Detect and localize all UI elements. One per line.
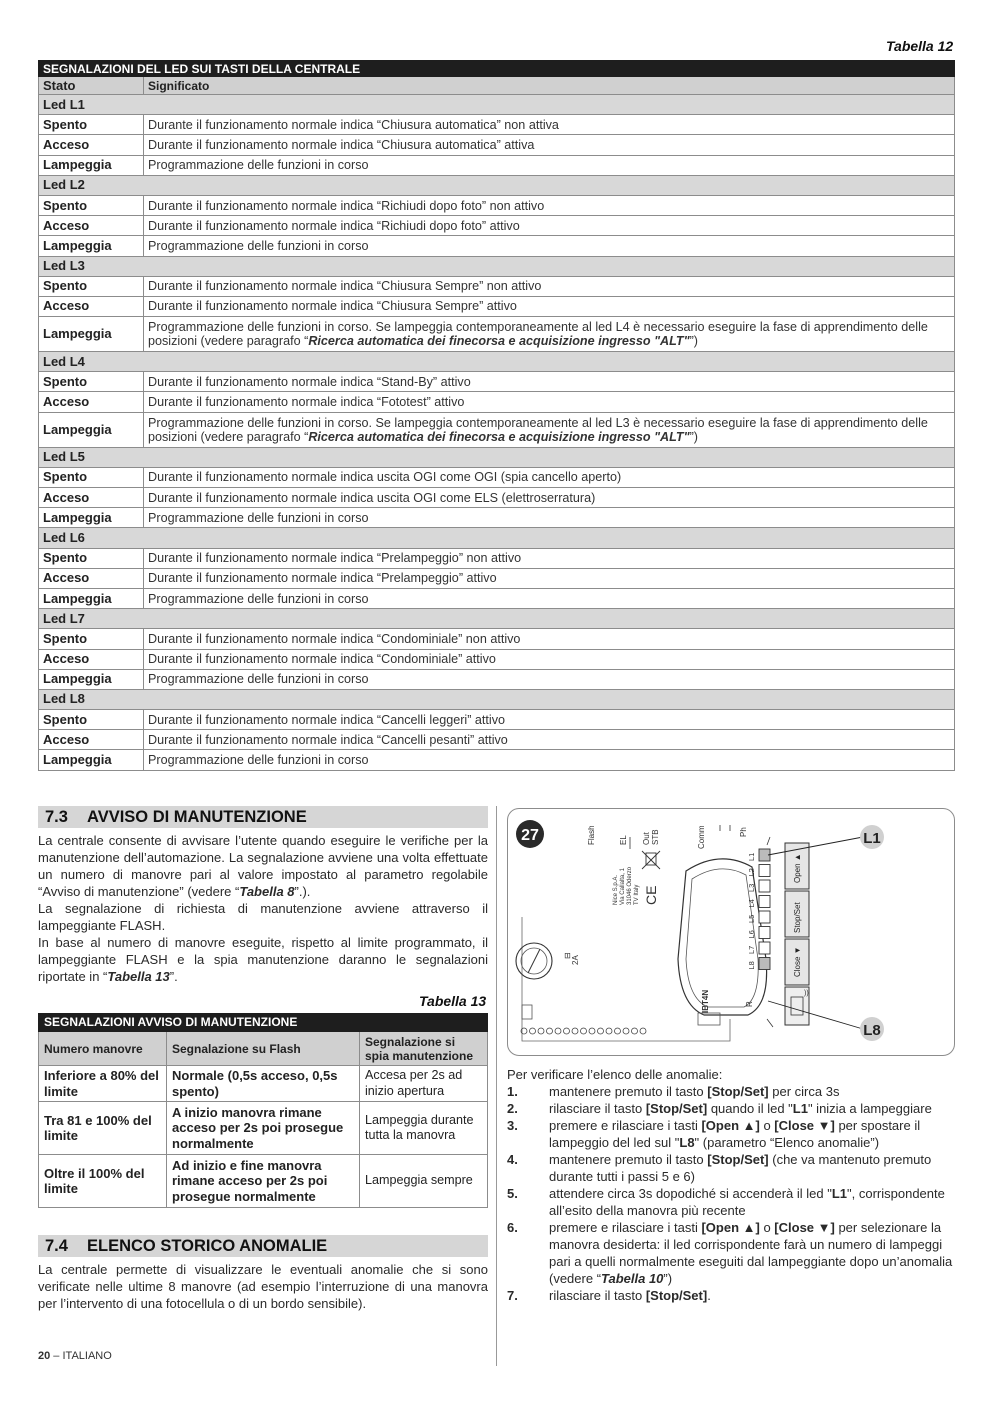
control-board-drawing xyxy=(508,809,955,1056)
meaning-cell: Durante il funzionamento normale indica uscita OGI come ELS (elettroserratura) xyxy=(144,488,955,508)
terminal-label-r: R xyxy=(745,1001,754,1007)
table-row xyxy=(39,750,955,770)
state-cell: Spento xyxy=(39,115,144,135)
step-item xyxy=(507,1117,955,1151)
stop-set-button-label: Stop/Set xyxy=(793,902,802,933)
step-number: 5. xyxy=(507,1186,518,1201)
pin xyxy=(547,1028,553,1034)
pin xyxy=(615,1028,621,1034)
state-cell: Lampeggia xyxy=(39,155,144,175)
table-row xyxy=(39,155,955,175)
led-signals-table xyxy=(38,60,955,771)
meaning-cell: Durante il funzionamento normale indica “Stand-By” attivo xyxy=(144,372,955,392)
led-group-header: Led L7 xyxy=(39,609,955,629)
state-cell: Acceso xyxy=(39,649,144,669)
led-indicator xyxy=(759,958,770,970)
table-row xyxy=(39,317,955,352)
state-cell: Lampeggia xyxy=(39,588,144,608)
state-cell: Acceso xyxy=(39,216,144,236)
led-group-header: Led L8 xyxy=(39,689,955,709)
meaning-cell: Programmazione delle funzioni in corso xyxy=(144,508,955,528)
pin xyxy=(598,1028,604,1034)
pin xyxy=(581,1028,587,1034)
step-item xyxy=(507,1151,955,1185)
step-text: premere e rilasciare i tasti [Open ▲] o [Close ▼] per selezionare la manovra desiderta: il led corrispondente farà un numero di lampeggi pari a quelli normalmente eseguiti dal lampeggiante dopo un’anomalia (vedere “Tabella 10”) xyxy=(549,1220,953,1286)
table-row xyxy=(39,649,955,669)
table-row xyxy=(39,276,955,296)
meaning-cell: Durante il funzionamento normale indica “Condominiale” attivo xyxy=(144,649,955,669)
state-cell: Spento xyxy=(39,372,144,392)
table-row xyxy=(39,467,955,487)
state-cell: Acceso xyxy=(39,392,144,412)
section-title: AVVISO DI MANUTENZIONE xyxy=(87,808,307,826)
meaning-cell: Programmazione delle funzioni in corso xyxy=(144,750,955,770)
manufacturer-name: Nice S.p.A. xyxy=(613,874,619,905)
led-label: L3 xyxy=(747,883,756,892)
table-cell: Lampeggia durante tutta la manovra xyxy=(360,1102,488,1155)
callout-line-l1 xyxy=(768,837,863,855)
meaning-cell: Durante il funzionamento normale indica “Chiusura automatica” non attiva xyxy=(144,115,955,135)
section-number: 7.4 xyxy=(45,1237,68,1255)
meaning-cell: Durante il funzionamento normale indica “Chiusura Sempre” non attivo xyxy=(144,276,955,296)
paragraph: La centrale permette di visualizzare le eventuali anomalie che si sono verificate nelle ultime 8 manovre (ad esempio l’interruzione di una manovra per l’intervento di una fotocellula o di un bordo sensibile). xyxy=(38,1262,488,1311)
meaning-cell: Durante il funzionamento normale indica “Richiudi dopo foto” attivo xyxy=(144,216,955,236)
step-text: rilasciare il tasto [Stop/Set] quando il led "L1" inizia a lampeggiare xyxy=(549,1101,932,1116)
section-heading-7-3 xyxy=(38,806,488,828)
fuse-rating: 2A xyxy=(571,955,580,965)
table-13-caption: Tabella 13 xyxy=(419,993,487,1009)
meaning-cell: Durante il funzionamento normale indica uscita OGI come OGI (spia cancello aperto) xyxy=(144,467,955,487)
led-group-header: Led L4 xyxy=(39,352,955,372)
meaning-cell: Programmazione delle funzioni in corso. Se lampeggia contemporaneamente al led L3 è necessario eseguire la fase di apprendimento delle posizioni (vedere paragrafo “Ricerca automatica dei finecorsa e acquisizione ingresso "ALT"”) xyxy=(144,412,955,447)
step-text: rilasciare il tasto [Stop/Set]. xyxy=(549,1288,711,1303)
state-cell: Acceso xyxy=(39,730,144,750)
led-indicator xyxy=(759,911,770,923)
table-cell: Inferiore a 80% del limite xyxy=(39,1066,167,1102)
led-group-header: Led L6 xyxy=(39,528,955,548)
section-heading-7-4 xyxy=(38,1235,488,1257)
close-button-label: Close ▼ xyxy=(793,946,802,977)
led-indicator xyxy=(759,865,770,877)
table-row xyxy=(39,195,955,215)
terminal-label-flash: Flash xyxy=(587,825,596,845)
section-7-4-body xyxy=(38,1261,488,1312)
manufacturer-country: TV Italy xyxy=(634,884,640,905)
table-cell: Normale (0,5s acceso, 0,5s spento) xyxy=(167,1066,360,1102)
step-text: mantenere premuto il tasto [Stop/Set] (che va mantenuto premuto durante tutti i passi 5 e 6) xyxy=(549,1152,932,1184)
step-item xyxy=(507,1083,955,1100)
table-row xyxy=(39,629,955,649)
pin xyxy=(538,1028,544,1034)
column-header: Segnalazione su Flash xyxy=(167,1032,360,1066)
step-number: 2. xyxy=(507,1101,518,1116)
state-cell: Lampeggia xyxy=(39,317,144,352)
ce-mark: CE xyxy=(643,885,659,905)
table-row xyxy=(39,412,955,447)
connector-line xyxy=(767,1019,773,1027)
state-cell: Acceso xyxy=(39,568,144,588)
step-item xyxy=(507,1100,955,1117)
state-cell: Lampeggia xyxy=(39,669,144,689)
page-footer xyxy=(38,1350,112,1362)
table-row xyxy=(39,135,955,155)
section-title: ELENCO STORICO ANOMALIE xyxy=(87,1237,328,1255)
section-number: 7.3 xyxy=(45,808,68,826)
table-cell: Oltre il 100% del limite xyxy=(39,1155,167,1208)
state-cell: Spento xyxy=(39,710,144,730)
table-row xyxy=(39,216,955,236)
meaning-cell: Durante il funzionamento normale indica “Condominiale” non attivo xyxy=(144,629,955,649)
callout-label-l1: L1 xyxy=(863,830,881,847)
pin xyxy=(572,1028,578,1034)
led-label: L1 xyxy=(747,852,756,861)
step-number: 1. xyxy=(507,1084,518,1099)
meaning-cell: Programmazione delle funzioni in corso xyxy=(144,236,955,256)
table-cell: Tra 81 e 100% del limite xyxy=(39,1102,167,1155)
pin xyxy=(632,1028,638,1034)
table-row xyxy=(39,548,955,568)
column-divider xyxy=(496,806,497,1366)
table-cell: Lampeggia sempre xyxy=(360,1155,488,1208)
state-cell: Acceso xyxy=(39,488,144,508)
column-header: Numero manovre xyxy=(39,1032,167,1066)
meaning-cell: Durante il funzionamento normale indica “Cancelli pesanti” attivo xyxy=(144,730,955,750)
led-label: L6 xyxy=(747,930,756,939)
weee-symbol xyxy=(642,851,660,869)
terminal-label-el: EL xyxy=(619,835,628,845)
terminal-label-ph: Ph xyxy=(739,827,748,837)
led-group-header: Led L1 xyxy=(39,95,955,115)
pin xyxy=(530,1028,536,1034)
table-row xyxy=(39,669,955,689)
footer-language: – ITALIANO xyxy=(50,1350,112,1362)
table-row xyxy=(39,236,955,256)
connector-line xyxy=(767,837,770,845)
open-button-label: Open ▲ xyxy=(793,853,802,883)
table-title: SEGNALAZIONI AVVISO DI MANUTENZIONE xyxy=(39,1014,488,1032)
column-header-significato: Significato xyxy=(144,77,955,95)
pin xyxy=(564,1028,570,1034)
meaning-cell: Programmazione delle funzioni in corso xyxy=(144,588,955,608)
meaning-cell: Durante il funzionamento normale indica “Fototest” attivo xyxy=(144,392,955,412)
meaning-cell: Durante il funzionamento normale indica “Prelampeggio” non attivo xyxy=(144,548,955,568)
step-item xyxy=(507,1185,955,1219)
led-group-header: Led L2 xyxy=(39,175,955,195)
state-cell: Spento xyxy=(39,467,144,487)
state-cell: Spento xyxy=(39,629,144,649)
state-cell: Lampeggia xyxy=(39,236,144,256)
table-row xyxy=(39,588,955,608)
table-row xyxy=(39,372,955,392)
pin xyxy=(640,1028,646,1034)
anomaly-steps xyxy=(507,1066,955,1304)
led-label: L8 xyxy=(747,961,756,970)
table-row xyxy=(39,488,955,508)
state-cell: Spento xyxy=(39,548,144,568)
state-cell: Lampeggia xyxy=(39,508,144,528)
step-number: 4. xyxy=(507,1152,518,1167)
table-cell: Accesa per 2s ad inizio apertura xyxy=(360,1066,488,1102)
meaning-cell: Programmazione delle funzioni in corso xyxy=(144,669,955,689)
column-header-stato: Stato xyxy=(39,77,144,95)
step-text: mantenere premuto il tasto [Stop/Set] per circa 3s xyxy=(549,1084,840,1099)
column-header: Segnalazione si spia manutenzione xyxy=(360,1032,488,1066)
led-group-header: Led L3 xyxy=(39,256,955,276)
meaning-cell: Durante il funzionamento normale indica “Chiusura automatica” attiva xyxy=(144,135,955,155)
battery-holder-mark xyxy=(528,949,540,973)
paragraph: La segnalazione di richiesta di manutenzione avviene attraverso il lampeggiante FLASH. xyxy=(38,901,488,933)
state-cell: Acceso xyxy=(39,135,144,155)
state-cell: Spento xyxy=(39,195,144,215)
step-item xyxy=(507,1219,955,1287)
terminal-label-comm: Comm xyxy=(697,825,706,849)
table-row xyxy=(39,730,955,750)
led-indicator xyxy=(759,927,770,939)
fuse-symbol: ⊟ xyxy=(563,952,572,959)
figure-number: 27 xyxy=(521,827,539,844)
led-label: L5 xyxy=(747,914,756,923)
state-cell: Spento xyxy=(39,276,144,296)
connector-label-ibt4n: IBT4N xyxy=(701,989,710,1013)
table-row xyxy=(39,568,955,588)
step-number: 7. xyxy=(507,1288,518,1303)
table-row xyxy=(39,115,955,135)
paragraph: La centrale consente di avvisare l’utente quando eseguire le verifiche per la manutenzione dell’automazione. La segnalazione avviene una volta effettuate un numero di manovre pari al valore impostato al parametro regolabile “Avviso di manutenzione” (vedere “Tabella 8”.). xyxy=(38,833,488,899)
meaning-cell: Programmazione delle funzioni in corso. Se lampeggia contemporaneamente al led L4 è necessario eseguire la fase di apprendimento delle posizioni (vedere paragrafo “Ricerca automatica dei finecorsa e acquisizione ingresso "ALT"”) xyxy=(144,317,955,352)
meaning-cell: Programmazione delle funzioni in corso xyxy=(144,155,955,175)
table-cell: Ad inizio e fine manovra rimane acceso per 2s poi prosegue normalmente xyxy=(167,1155,360,1208)
manufacturer-address: Via Callalta, 1 xyxy=(620,868,626,905)
callout-label-l8: L8 xyxy=(863,1022,881,1039)
step-text: attendere circa 3s dopodiché si accenderà il led "L1", corrispondente all’esito della manovra più recente xyxy=(549,1186,945,1218)
state-cell: Lampeggia xyxy=(39,412,144,447)
table-row xyxy=(39,296,955,316)
pin xyxy=(555,1028,561,1034)
small-connector xyxy=(522,1005,532,1019)
callout-line-l8 xyxy=(768,1001,863,1029)
meaning-cell: Durante il funzionamento normale indica “Cancelli leggeri” attivo xyxy=(144,710,955,730)
led-group-header: Led L5 xyxy=(39,447,955,467)
pin xyxy=(589,1028,595,1034)
terminal-label-stb: STB xyxy=(651,829,660,845)
meaning-cell: Durante il funzionamento normale indica “Richiudi dopo foto” non attivo xyxy=(144,195,955,215)
led-label: L2 xyxy=(747,868,756,877)
meaning-cell: Durante il funzionamento normale indica “Chiusura Sempre” attivo xyxy=(144,296,955,316)
figure-27-control-board xyxy=(507,808,955,1056)
page-number: 20 xyxy=(38,1350,51,1362)
terminal-label-out: Out xyxy=(642,832,651,845)
meaning-cell: Durante il funzionamento normale indica “Prelampeggio” attivo xyxy=(144,568,955,588)
steps-intro: Per verificare l’elenco delle anomalie: xyxy=(507,1067,723,1082)
step-number: 3. xyxy=(507,1118,518,1133)
table-row xyxy=(39,508,955,528)
table-cell: A inizio manovra rimane acceso per 2s poi prosegue normalmente xyxy=(167,1102,360,1155)
step-text: premere e rilasciare i tasti [Open ▲] o [Close ▼] per spostare il lampeggio del led sul "L8" (parametro “Elenco anomalie”) xyxy=(549,1118,921,1150)
state-cell: Acceso xyxy=(39,296,144,316)
table-row xyxy=(39,392,955,412)
pin xyxy=(606,1028,612,1034)
led-label: L4 xyxy=(747,899,756,908)
maintenance-signals-table xyxy=(38,1013,488,1208)
led-indicator xyxy=(759,896,770,908)
pin-row xyxy=(521,1028,646,1034)
step-item xyxy=(507,1287,955,1304)
table-row xyxy=(39,710,955,730)
pin xyxy=(623,1028,629,1034)
led-indicator xyxy=(759,880,770,892)
section-7-3-body xyxy=(38,832,488,985)
state-cell: Lampeggia xyxy=(39,750,144,770)
manufacturer-city: 31046 Oderzo xyxy=(627,866,633,905)
led-indicator xyxy=(759,942,770,954)
table-12-caption: Tabella 12 xyxy=(886,38,954,54)
paragraph: In base al numero di manovre eseguite, rispetto al limite programmato, il lampeggiante FLASH e la spia manutenzione daranno le segnalazioni riportate in “Tabella 13”. xyxy=(38,935,488,984)
led-label: L7 xyxy=(747,945,756,954)
radio-wave-icon: )) xyxy=(804,990,809,997)
step-number: 6. xyxy=(507,1220,518,1235)
table-title: SEGNALAZIONI DEL LED SUI TASTI DELLA CENTRALE xyxy=(39,61,955,77)
